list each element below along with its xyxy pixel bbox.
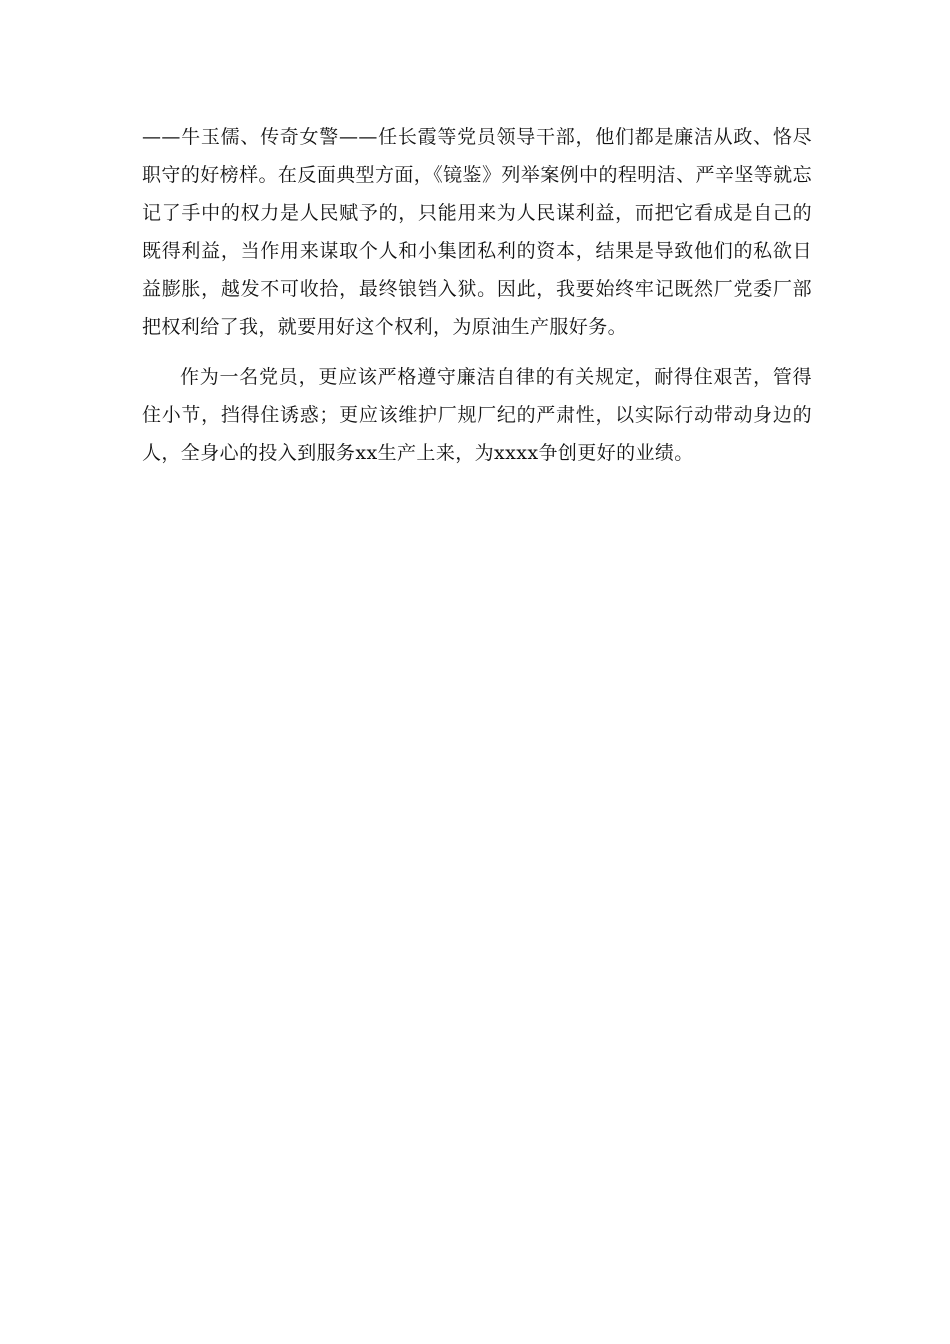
paragraph-party-member-duty: 作为一名党员，更应该严格遵守廉洁自律的有关规定，耐得住艰苦，管得住小节，挡得住诱惑；更应该维护厂规厂纪的严肃性，以实际行动带动身边的人，全身心的投入到服务xx生产上来，为xxxx争创更好的业绩。	[142, 366, 812, 464]
paragraph-continued: ——牛玉儒、传奇女警——任长霞等党员领导干部，他们都是廉洁从政、恪尽职守的好榜样。在反面典型方面，《镜鉴》列举案例中的程明洁、严辛坚等就忘记了手中的权力是人民赋予的，只能用来为人民谋利益，而把它看成是自己的既得利益，当作用来谋取个人和小集团私利的资本，结果是导致他们的私欲日益膨胀，越发不可收拾，最终锒铛入狱。因此，我要始终牢记既然厂党委厂部把权利给了我，就要用好这个权利，为原油生产服好务。	[142, 126, 812, 338]
document-body	[142, 118, 812, 472]
